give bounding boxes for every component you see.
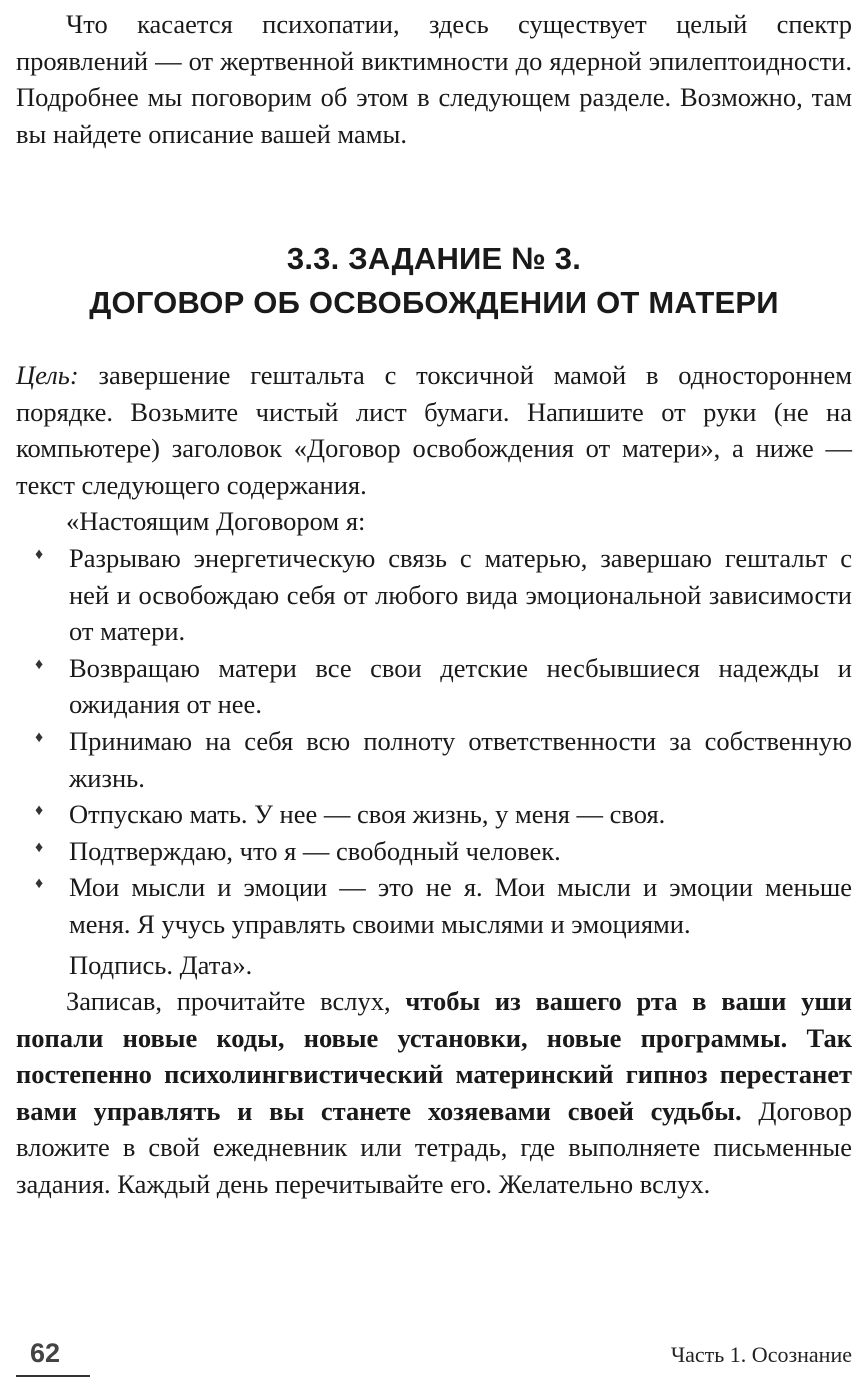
diamond-bullet-icon: ♦ [35, 838, 44, 856]
section-heading-line-2: ДОГОВОР ОБ ОСВОБОЖДЕНИИ ОТ МАТЕРИ [89, 285, 779, 320]
section-heading [0, 237, 868, 325]
diamond-bullet-icon: ♦ [35, 875, 44, 893]
list-item [16, 833, 852, 870]
diamond-bullet-icon: ♦ [35, 802, 44, 820]
contract-bullet-list [16, 540, 852, 943]
list-item-text: Подтверждаю, что я — свободный человек. [69, 835, 561, 866]
list-item-text: Возвращаю матери все свои детские несбывшиеся надежды и ожидания от нее. [69, 652, 852, 720]
list-item [16, 540, 852, 650]
goal-paragraph [16, 357, 852, 503]
page-number-underline [16, 1375, 90, 1377]
section-heading-line-1: 3.3. ЗАДАНИЕ № 3. [286, 241, 582, 276]
contract-intro: «Настоящим Договором я: [66, 506, 366, 537]
section-body [16, 357, 852, 1203]
intro-paragraph: Что касается психопатии, здесь существует целый спектр проявлений — от жертвенной виктимности до ядерной эпилептоидности. Подробнее мы поговорим об этом в следующем разделе. Возможно, там вы найдете описание вашей мамы. [16, 9, 852, 149]
diamond-bullet-icon: ♦ [35, 545, 44, 563]
list-item-text: Мои мысли и эмоции — это не я. Мои мысли и эмоции меньше меня. Я учусь управлять своими мыслями и эмоциями. [69, 872, 852, 939]
final-paragraph-end: Договор вложите в свой ежедневник или тетрадь, где выполняете письменные задания. Каждый день перечитывайте его. Желательно вслух. [16, 1095, 852, 1200]
diamond-bullet-icon: ♦ [35, 655, 44, 673]
page-footer [0, 1336, 868, 1386]
list-item-text: Отпускаю мать. У нее — своя жизнь, у меня — своя. [69, 799, 666, 830]
running-title: Часть 1. Осознание [670, 1342, 852, 1367]
list-item-text: Принимаю на себя всю полноту ответственности за собственную жизнь. [69, 725, 852, 793]
list-item [16, 796, 852, 833]
signature-line: Подпись. Дата». [69, 949, 253, 980]
diamond-bullet-icon: ♦ [35, 728, 44, 746]
list-item [16, 869, 852, 942]
final-paragraph-bold: чтобы из вашего рта в ваши уши попали новые коды, новые установки, новые программы. Так постепенно психолингвистический материнский гипноз перестанет вами управлять и вы станете хозяевами своей судьбы. [16, 986, 852, 1126]
list-item-text: Разрываю энергетическую связь с матерью, завершаю гештальт с ней и освобождаю себя от любого вида эмоциональной зависимости от матери. [69, 542, 852, 647]
goal-label: Цель: [16, 360, 79, 390]
list-item [16, 650, 852, 723]
final-paragraph [16, 983, 852, 1203]
final-paragraph-start: Записав, прочитайте вслух, [66, 986, 406, 1017]
list-item [16, 723, 852, 796]
page-number: 62 [30, 1338, 61, 1368]
goal-text: завершение гештальта с токсичной мамой в одностороннем порядке. Возьмите чистый лист бумаги. Напишите от руки (не на компьютере) заголовок «Договор освобождения от матери», а ниже — текст следующего содержания. [16, 360, 852, 500]
